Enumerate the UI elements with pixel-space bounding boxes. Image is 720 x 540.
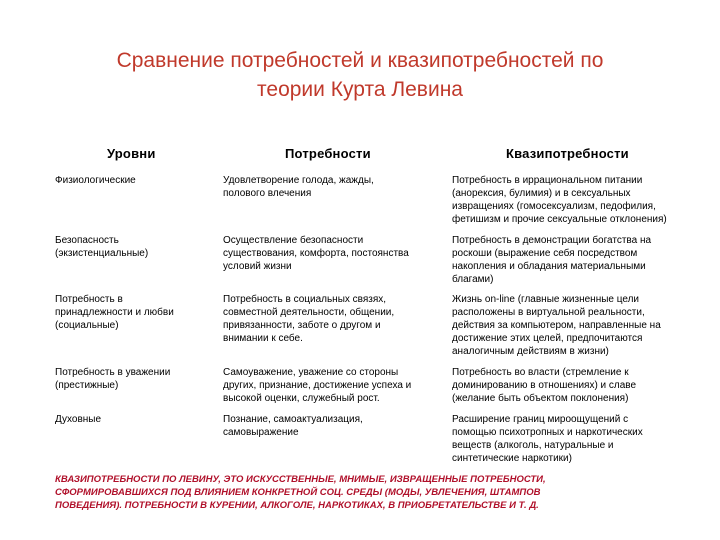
row-4-quasi: Потребность во власти (стремление к доминированию в отношениях) и славе (желание быть объектом поклонения) [452, 367, 637, 404]
row-3-quasi: Жизнь on-line (главные жизненные цели расположены в виртуальной реальности, действия за компьютером, направленные на достижение этих целей, предпочитаются аналогичным действиям в жизни) [452, 294, 661, 357]
slide-title [40, 46, 680, 104]
title-line-1: Сравнение потребностей и квазипотребностей по [116, 49, 604, 72]
row-2-need: Осуществление безопасности существования, комфорта, постоянства условий жизни [223, 235, 409, 272]
header-levels: Уровни [107, 146, 156, 161]
row-3-level: Потребность в принадлежности и любви (социальные) [55, 294, 174, 331]
title-line-2: теории Курта Левина [257, 78, 463, 101]
row-5-level: Духовные [55, 414, 102, 425]
row-1-need: Удовлетворение голода, жажды, полового влечения [223, 175, 374, 199]
row-2-quasi: Потребность в демонстрации богатства на роскоши (выражение себя посредством накопления и обладания материальными благами) [452, 235, 652, 285]
footnote [55, 473, 695, 512]
row-2-level: Безопасность (экзистенциальные) [55, 235, 149, 259]
row-1-level: Физиологические [55, 175, 136, 186]
footnote-line-2: СФОРМИРОВАВШИХСЯ ПОД ВЛИЯНИЕМ КОНКРЕТНОЙ СОЦ. СРЕДЫ (МОДЫ, УВЛЕЧЕНИЯ, ШТАМПОВ [55, 487, 541, 498]
row-1-quasi: Потребность в иррациональном питании (анорексия, булимия) и в сексуальных извращениях (гомосексуализм, педофилия, фетишизм и прочие сексуальные отклонения) [452, 175, 667, 225]
row-5-need: Познание, самоактуализация, самовыражение [223, 414, 363, 438]
footnote-line-1: КВАЗИПОТРЕБНОСТИ ПО ЛЕВИНУ, ЭТО ИСКУССТВЕННЫЕ, МНИМЫЕ, ИЗВРАЩЕННЫЕ ПОТРЕБНОСТИ, [55, 474, 546, 485]
row-5-quasi: Расширение границ мироощущений с помощью психотропных и наркотических веществ (алкоголь, натуральные и синтетические наркотики) [452, 414, 643, 464]
header-needs: Потребности [285, 146, 371, 161]
row-3-need: Потребность в социальных связях, совместной деятельности, общении, привязанности, заботе о другом и внимании к себе. [223, 294, 395, 344]
footnote-line-3: ПОВЕДЕНИЯ). ПОТРЕБНОСТИ В КУРЕНИИ, АЛКОГОЛЕ, НАРКОТИКАХ, В ПРИОБРЕТАТЕЛЬСТВЕ И Т. Д. [55, 500, 539, 511]
row-4-level: Потребность в уважении (престижные) [55, 367, 171, 391]
row-4-need: Самоуважение, уважение со стороны других, признание, достижение успеха и высокой оценки, служебный рост. [223, 367, 412, 404]
header-quasi: Квазипотребности [506, 146, 629, 161]
